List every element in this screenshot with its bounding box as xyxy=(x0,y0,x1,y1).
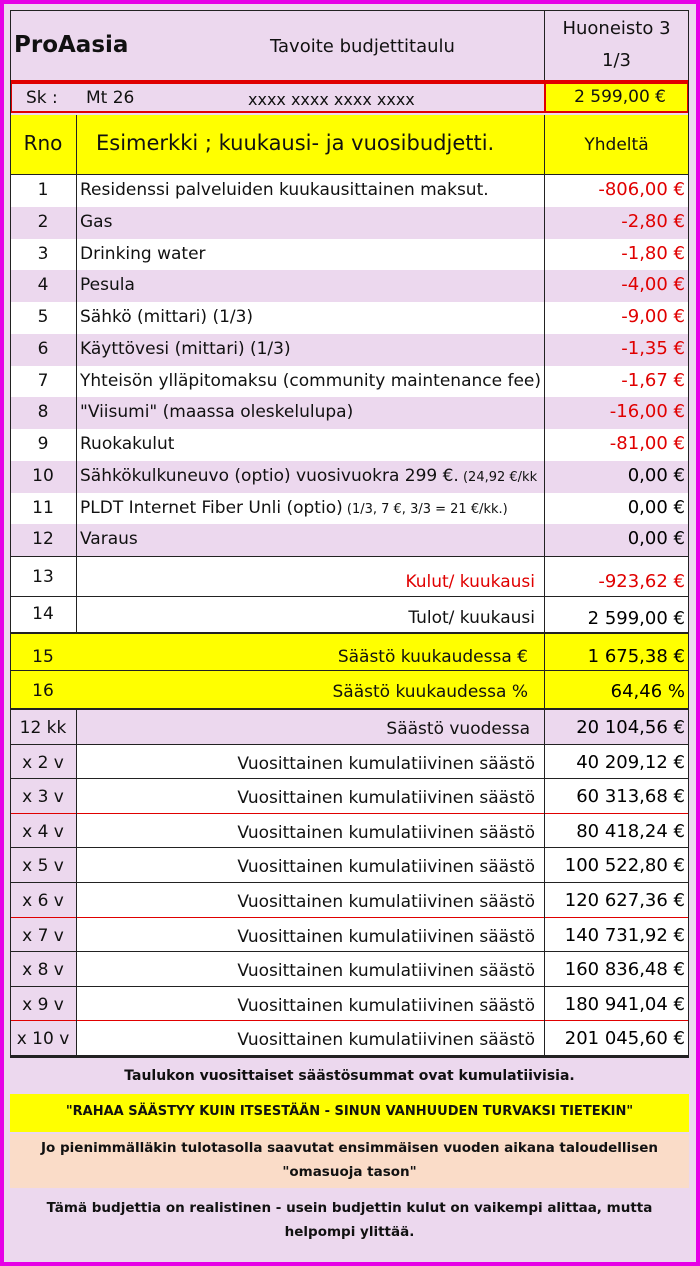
budget-item-number: 1 xyxy=(37,180,49,200)
budget-item-amount: -1,80 € xyxy=(621,242,685,264)
budget-item-number: 8 xyxy=(37,402,49,423)
yearly-label: Vuosittainen kumulatiivinen säästö xyxy=(237,1030,535,1051)
yearly-period: x 2 v xyxy=(22,752,64,773)
yearly-period: x 8 v xyxy=(22,960,64,981)
yearly-period: x 3 v xyxy=(22,787,64,808)
grid-line-income-bottom xyxy=(10,632,689,634)
column-header-description: Esimerkki ; kuukausi- ja vuosibudjetti. xyxy=(96,131,495,155)
grid-line-yearly-col1 xyxy=(76,710,77,1056)
sk-code: Mt 26 xyxy=(86,88,135,108)
budget-item-number: 5 xyxy=(37,307,49,327)
budget-item-description-text: Käyttövesi (mittari) (1/3) xyxy=(80,338,291,359)
slogan-text: "RAHAA SÄÄSTYY KUIN ITSESTÄÄN - SINUN VANHUUDEN TURVAKSI TIETEKIN" xyxy=(65,1104,634,1119)
budget-item-amount: -2,80 € xyxy=(621,210,685,232)
yearly-period: x 7 v xyxy=(22,925,64,946)
saving-eur-amount: 1 675,38 € xyxy=(587,646,685,667)
saving-eur-row-number: 15 xyxy=(32,647,54,667)
saving-pct-amount: 64,46 % xyxy=(610,681,685,702)
income-amount: 2 599,00 € xyxy=(587,608,685,629)
budget-item-description xyxy=(80,212,543,232)
sk-label: Sk : xyxy=(26,88,58,108)
yearly-amount: 80 418,24 € xyxy=(576,820,685,842)
budget-item-amount: -1,67 € xyxy=(621,369,685,391)
budget-item-description-text: Pesula xyxy=(80,275,135,296)
budget-item-note: (1/3, 7 €, 3/3 = 21 €/kk.) xyxy=(342,501,508,517)
yearly-amount: 160 836,48 € xyxy=(564,959,685,981)
budget-item-description xyxy=(80,307,543,327)
budget-item-description xyxy=(80,529,543,549)
expenses-row-number: 13 xyxy=(32,567,54,587)
budget-item-number: 9 xyxy=(37,434,49,454)
budget-item-description xyxy=(80,434,543,454)
yearly-period: x 10 v xyxy=(16,1029,70,1050)
budget-item-description-text: "Viisumi" (maassa oleskelulupa) xyxy=(80,402,354,423)
income-label: Tulot/ kuukausi xyxy=(408,608,535,628)
budget-item-amount: 0,00 € xyxy=(627,496,685,518)
yearly-label: Vuosittainen kumulatiivinen säästö xyxy=(237,926,535,947)
yearly-period: 12 kk xyxy=(19,718,67,738)
yearly-amount: 180 941,04 € xyxy=(564,993,685,1015)
yearly-label: Säästö vuodessa xyxy=(386,719,530,739)
budget-item-description xyxy=(80,180,543,200)
yearly-period: x 5 v xyxy=(22,856,64,877)
grid-line-header-divider xyxy=(544,10,545,80)
budget-item-description-text: Residenssi palveluiden kuukausittainen maksut. xyxy=(80,180,489,200)
yearly-label: Vuosittainen kumulatiivinen säästö xyxy=(237,857,535,878)
budget-item-amount: -1,35 € xyxy=(621,337,685,359)
grid-line-saving-pct-bottom xyxy=(10,708,689,710)
yearly-amount: 60 313,68 € xyxy=(576,786,685,808)
brand-name: ProAasia xyxy=(14,32,129,58)
yearly-label: Vuosittainen kumulatiivinen säästö xyxy=(237,822,535,843)
budget-item-amount: -81,00 € xyxy=(609,433,685,454)
income-amount-header: 2 599,00 € xyxy=(574,87,666,107)
saving-pct-row-number: 16 xyxy=(32,681,54,701)
budget-item-description xyxy=(80,466,543,486)
budget-item-number: 11 xyxy=(32,497,54,518)
budget-item-number: 2 xyxy=(37,211,49,232)
budget-item-number: 10 xyxy=(32,465,54,486)
budget-item-description-text: Sähkökulkuneuvo (optio) vuosivuokra 299 €. xyxy=(80,465,459,486)
budget-item-description xyxy=(80,275,543,295)
budget-item-number: 6 xyxy=(37,338,49,359)
budget-item-description xyxy=(80,244,543,264)
budget-item-description-text: Yhteisön ylläpitomaksu (community maintenance fee) xyxy=(80,370,542,391)
yearly-label: Vuosittainen kumulatiivinen säästö xyxy=(237,892,535,912)
budget-item-amount: -16,00 € xyxy=(609,401,685,423)
grid-line-colheader-bottom xyxy=(10,174,689,175)
yearly-amount: 120 627,36 € xyxy=(564,890,685,911)
sheet-title: Tavoite budjettitaulu xyxy=(270,36,455,57)
footer-note-income-line1: Jo pienimmälläkin tulotasolla saavutat ensimmäisen vuoden aikana taloudellisen xyxy=(41,1140,658,1156)
budget-item-amount: -806,00 € xyxy=(598,179,685,200)
apartment-label: Huoneisto 3 xyxy=(562,18,671,39)
income-row-number: 14 xyxy=(32,604,54,624)
budget-item-note: (24,92 €/kk xyxy=(458,469,538,485)
footer-note-cumulative: Taulukon vuosittaiset säästösummat ovat kumulatiivisia. xyxy=(124,1068,575,1084)
yearly-amount: 140 731,92 € xyxy=(564,924,685,946)
budget-item-description-text: Varaus xyxy=(80,529,138,550)
grid-line-items-bottom xyxy=(10,556,689,557)
expenses-label: Kulut/ kuukausi xyxy=(405,572,535,592)
budget-item-amount: 0,00 € xyxy=(627,464,685,486)
yearly-amount: 40 209,12 € xyxy=(576,751,685,773)
apartment-share: 1/3 xyxy=(602,50,631,71)
column-header-total: Yhdeltä xyxy=(584,135,649,155)
footer-note-realistic-line1: Tämä budjettia on realistinen - usein budjettin kulut on vaikempi alittaa, mutta xyxy=(46,1200,653,1216)
yearly-amount: 100 522,80 € xyxy=(564,855,685,877)
footer-note-realistic-line2: helpompi ylittää. xyxy=(284,1224,415,1240)
budget-item-description-text: Ruokakulut xyxy=(80,434,175,454)
budget-item-amount: 0,00 € xyxy=(627,528,685,550)
budget-item-description-text: Sähkö (mittari) (1/3) xyxy=(80,307,254,327)
expenses-amount: -923,62 € xyxy=(598,571,685,592)
grid-line-top xyxy=(10,10,689,11)
budget-item-description-text: Drinking water xyxy=(80,243,206,264)
footer-note-income-line2: "omasuoja tason" xyxy=(282,1164,417,1180)
yearly-period: x 4 v xyxy=(22,821,64,842)
grid-line-frame-left xyxy=(10,10,11,1058)
grid-line-header-bottom xyxy=(10,80,689,82)
yearly-label: Vuosittainen kumulatiivinen säästö xyxy=(237,961,535,982)
yearly-label: Vuosittainen kumulatiivinen säästö xyxy=(237,995,535,1016)
budget-item-amount: -9,00 € xyxy=(621,306,685,327)
grid-line-col2 xyxy=(544,115,545,1058)
column-header-rno: Rno xyxy=(23,131,63,155)
budget-item-description-text: Gas xyxy=(80,211,113,232)
grid-line-table-bottom xyxy=(10,1056,689,1058)
yearly-label: Vuosittainen kumulatiivinen säästö xyxy=(237,788,535,809)
saving-pct-label: Säästö kuukaudessa % xyxy=(332,682,528,702)
budget-item-number: 12 xyxy=(32,529,54,550)
budget-item-description-text: PLDT Internet Fiber Unli (optio) xyxy=(80,497,343,518)
yearly-amount: 20 104,56 € xyxy=(576,717,685,738)
budget-item-description xyxy=(80,402,543,422)
budget-item-number: 7 xyxy=(37,370,49,391)
budget-item-number: 4 xyxy=(37,275,49,296)
budget-item-description xyxy=(80,371,543,391)
budget-item-description xyxy=(80,498,543,518)
yearly-label: Vuosittainen kumulatiivinen säästö xyxy=(237,753,535,774)
yearly-amount: 201 045,60 € xyxy=(564,1028,685,1050)
account-number-masked: xxxx xxxx xxxx xxxx xyxy=(248,90,415,109)
yearly-period: x 6 v xyxy=(22,891,64,911)
budget-item-description xyxy=(80,339,543,359)
grid-line-expenses-bottom xyxy=(10,596,689,597)
saving-eur-label: Säästö kuukaudessa € xyxy=(337,647,528,667)
grid-line-frame-right xyxy=(688,10,689,1058)
grid-line-saving-eur-bottom xyxy=(10,670,689,671)
budget-item-number: 3 xyxy=(37,243,49,264)
budget-item-amount: -4,00 € xyxy=(621,274,685,296)
yearly-period: x 9 v xyxy=(22,994,64,1015)
